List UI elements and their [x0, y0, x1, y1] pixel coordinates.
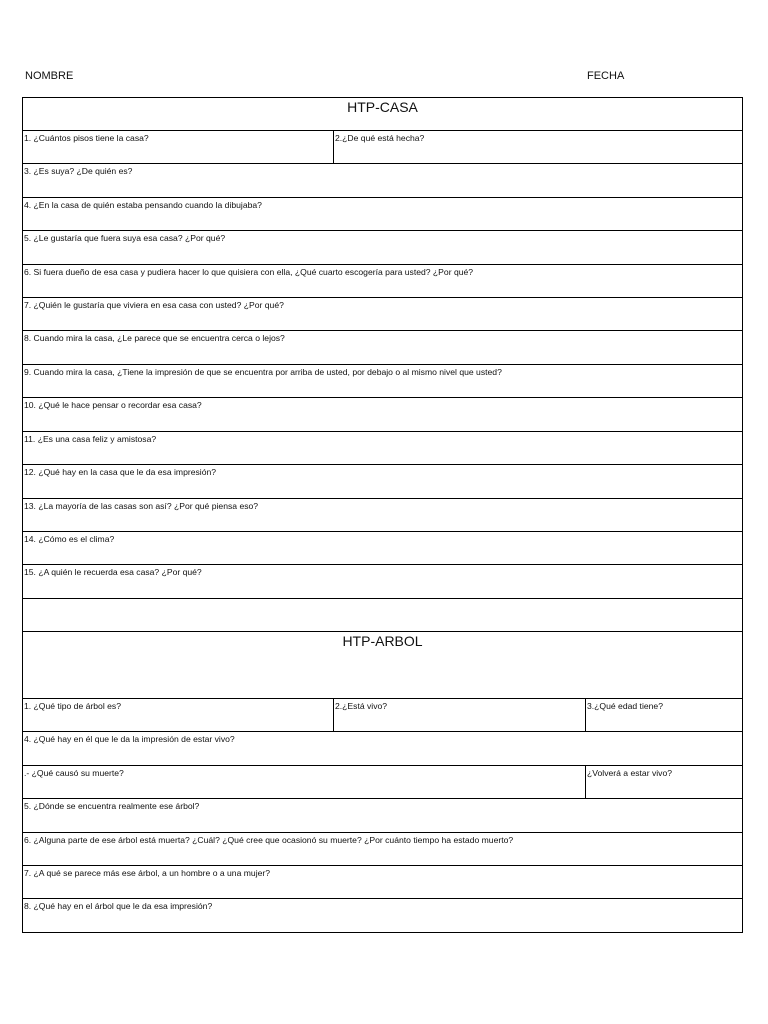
casa-q2[interactable]: 2.¿De qué está hecha? [333, 131, 742, 163]
casa-q11[interactable]: 11. ¿Es una casa feliz y amistosa? [24, 434, 157, 444]
arbol-row-8 [23, 899, 742, 932]
casa-row-3 [23, 164, 742, 198]
casa-row-5 [23, 231, 742, 265]
casa-q6[interactable]: 6. Si fuera dueño de esa casa y pudiera hacer lo que quisiera con ella, ¿Qué cuarto escogería para usted? ¿Por qué? [24, 267, 474, 277]
casa-q5[interactable]: 5. ¿Le gustaría que fuera suya esa casa? ¿Por qué? [24, 233, 226, 243]
arbol-row-7 [23, 866, 742, 899]
casa-row-8 [23, 331, 742, 365]
nombre-label: NOMBRE [25, 70, 74, 82]
casa-q10[interactable]: 10. ¿Qué le hace pensar o recordar esa casa? [24, 400, 202, 410]
casa-q3[interactable]: 3. ¿Es suya? ¿De quién es? [24, 166, 133, 176]
arbol-q-volvera[interactable]: ¿Volverá a estar vivo? [585, 766, 742, 798]
arbol-q2[interactable]: 2.¿Está vivo? [333, 699, 585, 731]
arbol-q8[interactable]: 8. ¿Qué hay en el árbol que le da esa impresión? [24, 901, 213, 911]
casa-q13[interactable]: 13. ¿La mayoría de las casas son así? ¿Por qué piensa eso? [24, 501, 259, 511]
casa-row-6 [23, 265, 742, 298]
arbol-q7[interactable]: 7. ¿A qué se parece más ese árbol, a un hombre o a una mujer? [24, 868, 271, 878]
casa-row-12 [23, 465, 742, 499]
casa-q7[interactable]: 7. ¿Quién le gustaría que viviera en esa casa con usted? ¿Por qué? [24, 300, 284, 310]
casa-row-4 [23, 198, 742, 231]
casa-q8[interactable]: 8. Cuando mira la casa, ¿Le parece que se encuentra cerca o lejos? [24, 333, 285, 343]
casa-row-13 [23, 499, 742, 532]
casa-q4[interactable]: 4. ¿En la casa de quién estaba pensando cuando la dibujaba? [24, 200, 262, 210]
blank-row [23, 599, 742, 632]
arbol-row-muerte [23, 766, 742, 799]
casa-q9[interactable]: 9. Cuando mira la casa, ¿Tiene la impresión de que se encuentra por arriba de usted, por debajo o al mismo nivel que usted? [24, 367, 502, 377]
arbol-row-1 [23, 699, 742, 732]
htp-form [22, 97, 743, 933]
arbol-q4[interactable]: 4. ¿Qué hay en él que le da la impresión de estar vivo? [24, 734, 235, 744]
casa-row-1 [23, 131, 742, 164]
casa-title-row [23, 98, 742, 131]
arbol-row-5 [23, 799, 742, 833]
arbol-title: HTP-ARBOL [342, 633, 423, 649]
casa-row-9 [23, 365, 742, 398]
arbol-row-4 [23, 732, 742, 766]
casa-q15[interactable]: 15. ¿A quién le recuerda esa casa? ¿Por qué? [24, 567, 202, 577]
casa-title: HTP-CASA [347, 99, 418, 115]
arbol-q1[interactable]: 1. ¿Qué tipo de árbol es? [24, 701, 121, 711]
arbol-q5[interactable]: 5. ¿Dónde se encuentra realmente ese árbol? [24, 801, 200, 811]
casa-row-14 [23, 532, 742, 565]
arbol-q6[interactable]: 6. ¿Alguna parte de ese árbol está muerta? ¿Cuál? ¿Qué cree que ocasionó su muerte? ¿Por cuánto tiempo ha estado muerto? [24, 835, 514, 845]
arbol-q3[interactable]: 3.¿Qué edad tiene? [585, 699, 742, 731]
casa-q14[interactable]: 14. ¿Cómo es el clima? [24, 534, 115, 544]
casa-q12[interactable]: 12. ¿Qué hay en la casa que le da esa impresión? [24, 467, 217, 477]
casa-q1[interactable]: 1. ¿Cuántos pisos tiene la casa? [24, 133, 149, 143]
arbol-title-row [23, 632, 742, 699]
arbol-q-muerte[interactable]: .- ¿Qué causó su muerte? [24, 768, 124, 778]
arbol-row-6 [23, 833, 742, 866]
casa-row-7 [23, 298, 742, 331]
casa-row-10 [23, 398, 742, 432]
casa-row-15 [23, 565, 742, 599]
fecha-label: FECHA [587, 70, 625, 82]
casa-row-11 [23, 432, 742, 465]
